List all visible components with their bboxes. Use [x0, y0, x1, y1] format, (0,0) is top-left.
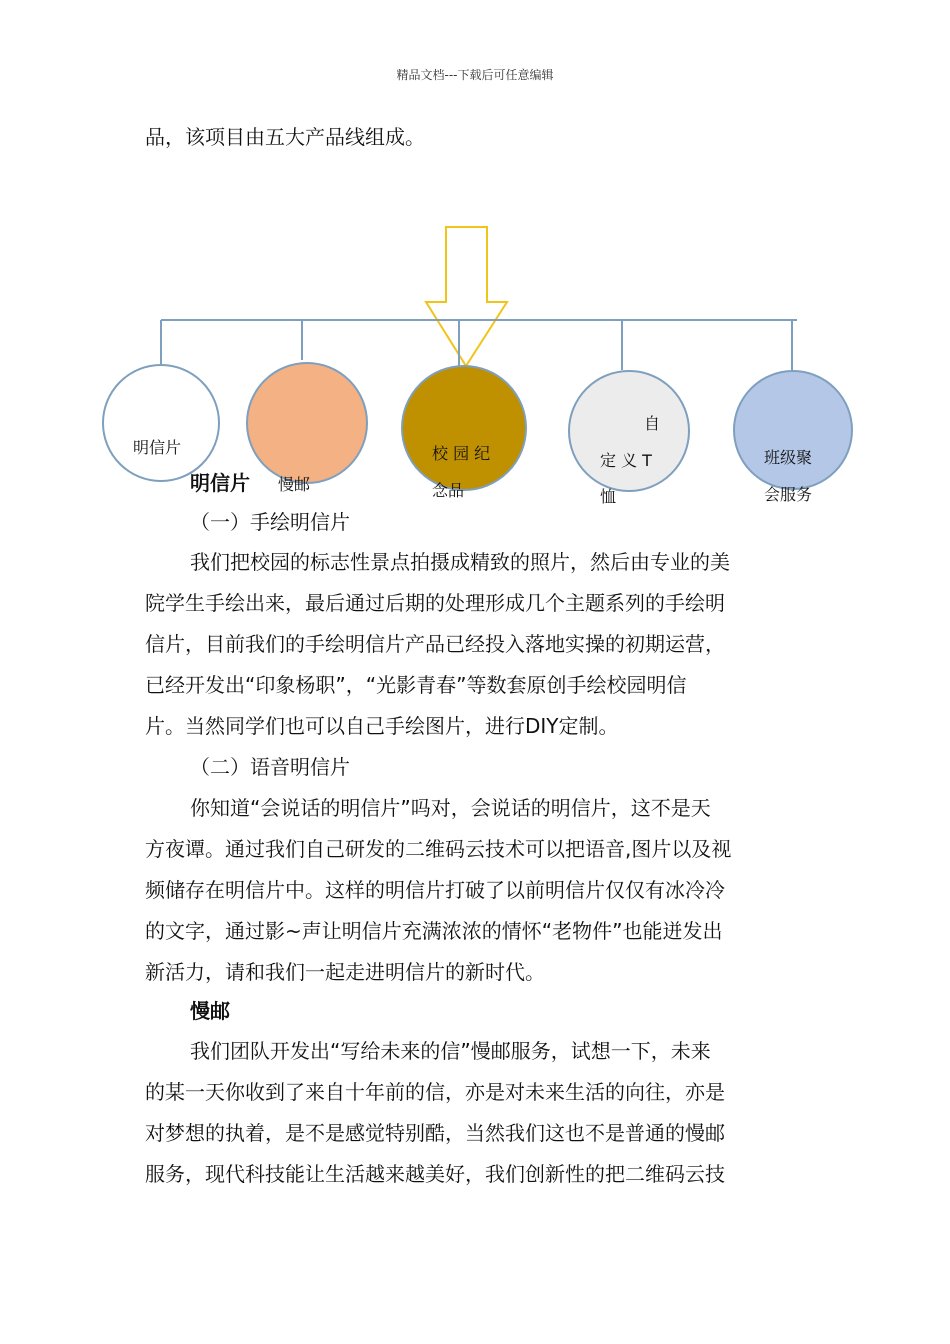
circle-label-postcard: 明信片: [133, 438, 182, 457]
para3-line: 服务，现代科技能让生活越来越美好，我们创新性的把二维码云技: [145, 1162, 725, 1186]
subsection-voice: （二）语音明信片: [190, 755, 350, 779]
page-header: 精品文档---下载后可任意编辑: [396, 68, 554, 82]
para1-line: 信片，目前我们的手绘明信片产品已经投入落地实操的初期运营，: [145, 632, 725, 656]
circle-label-class-reunion-1: 班级聚: [764, 448, 813, 467]
circle-class-reunion: [734, 371, 852, 489]
para2-line: 你知道“会说话的明信片”吗对，会说话的明信片，这不是天: [190, 796, 711, 820]
para2-line: 的文字，通过影~声让明信片充满浓浓的情怀“老物件”也能迸发出: [145, 919, 723, 943]
circle-postcard: [103, 365, 219, 481]
para2-line: 方夜谭。通过我们自己研发的二维码云技术可以把语音,图片以及视: [145, 837, 732, 861]
circle-label-custom-tshirt-3: 恤: [600, 487, 617, 506]
circle-label-campus-souvenir-1: 校 园 纪: [432, 444, 491, 463]
circle-label-custom-tshirt-2: 定 义 T: [600, 451, 652, 470]
circle-slow-mail: [247, 363, 367, 483]
para3-line: 我们团队开发出“写给未来的信”慢邮服务，试想一下，未来: [190, 1039, 711, 1063]
para1-line: 已经开发出“印象杨职”，“光影青春”等数套原创手绘校园明信: [145, 673, 687, 697]
section-title-slow-mail: 慢邮: [190, 999, 230, 1023]
circle-custom-tshirt: [569, 371, 689, 491]
para1-line: 片。当然同学们也可以自己手绘图片，进行DIY定制。: [145, 714, 619, 738]
para1-line: 我们把校园的标志性景点拍摄成精致的照片，然后由专业的美: [190, 550, 730, 574]
circle-label-campus-souvenir-2: 念品: [432, 481, 465, 500]
circle-label-class-reunion-2: 会服务: [764, 485, 813, 504]
para3-line: 的某一天你收到了来自十年前的信，亦是对未来生活的向往，亦是: [145, 1080, 725, 1104]
circle-label-slow-mail: 慢邮: [278, 475, 311, 494]
para1-line: 院学生手绘出来，最后通过后期的处理形成几个主题系列的手绘明: [145, 591, 725, 615]
para2-line: 频储存在明信片中。这样的明信片打破了以前明信片仅仅有冰冷冷: [145, 878, 725, 902]
intro-line: 品，该项目由五大产品线组成。: [145, 125, 425, 149]
para2-line: 新活力，请和我们一起走进明信片的新时代。: [145, 960, 545, 984]
circle-campus-souvenir: [402, 366, 526, 490]
section-title-postcard: 明信片: [190, 471, 250, 495]
subsection-handdrawn: （一）手绘明信片: [190, 510, 350, 534]
para3-line: 对梦想的执着，是不是感觉特别酷，当然我们这也不是普通的慢邮: [145, 1121, 725, 1145]
down-arrow: [426, 227, 507, 366]
circle-label-custom-tshirt-1: 自: [644, 414, 661, 433]
